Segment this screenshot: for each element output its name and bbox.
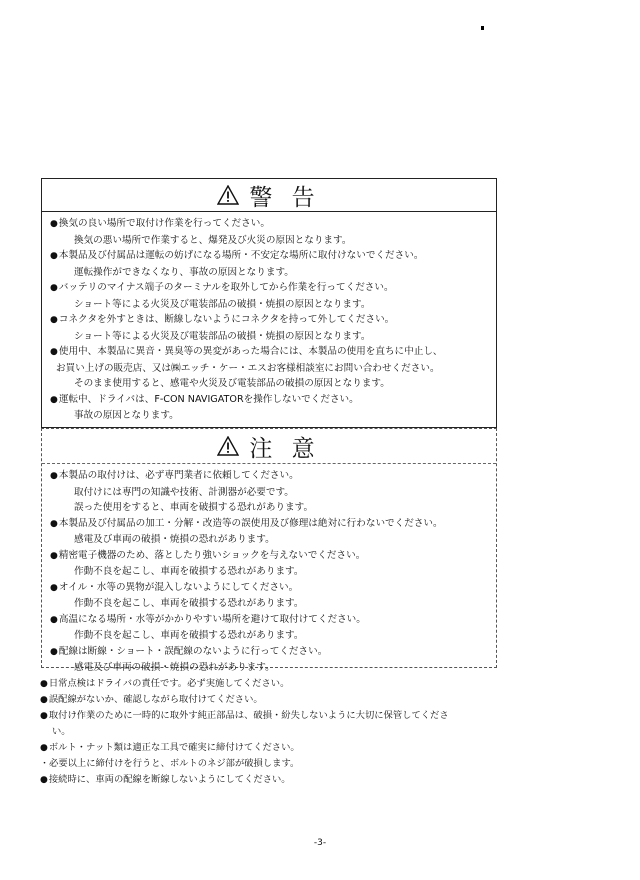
caution-header: [42, 429, 496, 464]
caution-box: [41, 428, 497, 673]
warning-item-text: ● 換気の良い場所で取付け作業を行ってください。: [50, 216, 490, 233]
warning-triangle-icon: [217, 185, 239, 205]
warning-item-detail: 事故の原因となります。: [74, 410, 179, 421]
warning-item-text: ● 使用中、本製品に異音・異臭等の異変があった場合には、本製品の使用を直ちに中止し、: [50, 344, 490, 361]
caution-item-text: ● 本製品の取付けは、必ず専門業者に依頼してください。: [50, 468, 490, 485]
warning-item-detail: 運転操作ができなくなり、事故の原因となります。: [74, 266, 294, 278]
note-text: ● 接続時に、車両の配線を断線しないようにしてください。: [40, 774, 291, 785]
note-text: ● 取付け作業のために一時的に取外す純正部品は、破損・紛失しないように大切に保管してくださ: [40, 710, 449, 721]
caution-item: [50, 468, 490, 516]
caution-item-detail: 感電及び車両の破損・焼損の恐れがあります。: [74, 534, 275, 545]
caution-item-text: ● 配線は断線・ショート・誤配線のないように行ってください。: [50, 644, 490, 661]
caution-item-text: ● オイル・水等の異物が混入しないようにしてください。: [50, 580, 490, 597]
note-item: [40, 676, 500, 692]
note-item: [40, 708, 500, 740]
notes-list: [40, 676, 500, 788]
caution-item-detail: 作動不良を起こし、車両を破損する恐れがあります。: [74, 598, 304, 609]
warning-item: [50, 392, 490, 424]
warning-item: [50, 248, 490, 280]
warning-item: [50, 280, 490, 312]
caution-item: [50, 516, 490, 548]
note-text: ● ボルト・ナット類は適正な工具で確実に締付けてください。: [40, 742, 300, 753]
caution-item-detail: 作動不良を起こし、車両を破損する恐れがあります。: [74, 566, 304, 577]
caution-item: [50, 580, 490, 612]
warning-list: [42, 212, 496, 424]
caution-item-detail: 感電及び車両の破損・焼損の恐れがあります。: [74, 662, 275, 673]
caution-item-detail: 作動不良を起こし、車両を破損する恐れがあります。: [74, 630, 304, 641]
warning-item-detail: そのまま使用すると、感電や火災及び電装部品の破損の原因となります。: [74, 378, 390, 389]
caution-item: [50, 548, 490, 580]
note-item: [40, 740, 500, 756]
warning-title: 警 告: [249, 184, 321, 211]
page-number: -3-: [313, 838, 327, 848]
warning-item-detail: お買い上げの販売店、又は㈱エッチ・ケー・エスお客様相談室にお問い合わせください。: [56, 362, 440, 374]
note-item: [40, 772, 500, 788]
note-text: ・ 必要以上に締付けを行うと、ボルトのネジ部が破損します。: [40, 758, 299, 769]
caution-item: [50, 644, 490, 676]
warning-item-detail: ショート等による火災及び電装部品の破損・焼損の原因となります。: [74, 298, 371, 310]
caution-item-text: ● 本製品及び付属品の加工・分解・改造等の誤使用及び修理は絶対に行わないでください。: [50, 516, 490, 533]
caution-item-text: ● 高温になる場所・水等がかかりやすい場所を避けて取付けてください。: [50, 612, 490, 629]
caution-item: [50, 612, 490, 644]
warning-item-text: ● コネクタを外すときは、断線しないようにコネクタを持って外してください。: [50, 312, 490, 329]
warning-box: [41, 178, 497, 428]
warning-item: [50, 312, 490, 344]
note-item: [40, 756, 500, 772]
warning-item-detail: 換気の悪い場所で作業すると、爆発及び火災の原因となります。: [74, 234, 352, 246]
warning-item-text: ● バッテリのマイナス端子のターミナルを取外してから作業を行ってください。: [50, 280, 490, 297]
warning-item: [50, 344, 490, 392]
warning-item-detail: ショート等による火災及び電装部品の破損・焼損の原因となります。: [74, 330, 371, 342]
stray-mark: [481, 26, 484, 30]
caution-item-detail: 誤った使用をすると、車両を破損する恐れがあります。: [74, 502, 314, 513]
note-continuation: い。: [52, 726, 71, 737]
warning-item-text: ● 運転中、ドライバは、F-CON NAVIGATORを操作しないでください。: [50, 392, 490, 409]
caution-list: [42, 464, 496, 676]
caution-item-detail: 取付けには専門の知識や技術、計測器が必要です。: [74, 486, 294, 498]
caution-title: 注 意: [249, 435, 321, 462]
warning-header: [42, 179, 496, 212]
note-item: [40, 692, 500, 708]
warning-item: [50, 216, 490, 248]
caution-triangle-icon: [217, 436, 239, 456]
caution-item-text: ● 精密電子機器のため、落としたり強いショックを与えないでください。: [50, 548, 490, 565]
note-text: ● 日常点検はドライバの責任です。必ず実施してください。: [40, 678, 289, 689]
warning-item-text: ● 本製品及び付属品は運転の妨げになる場所・不安定な場所に取付けないでください。: [50, 248, 490, 265]
note-text: ● 誤配線がないか、確認しながら取付けてください。: [40, 694, 263, 705]
